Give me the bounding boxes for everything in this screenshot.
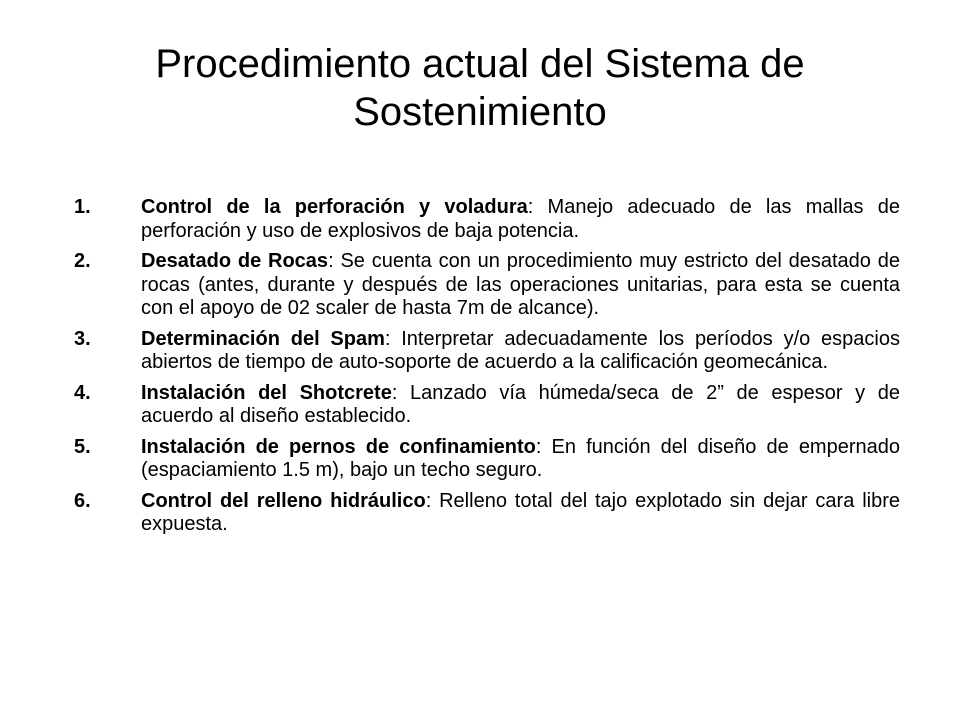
list-item [74, 196, 900, 243]
item-number: 5. [74, 435, 91, 458]
item-term: Control de la perforación y voladura [141, 196, 528, 218]
item-description: : Lanzado vía húmeda/seca de 2” de espesor y de acuerdo al diseño establecido. [141, 381, 900, 427]
list-item [74, 436, 900, 483]
item-description: : Manejo adecuado de las mallas de perforación y uso de explosivos de baja potencia. [141, 196, 900, 242]
item-term: Control del relleno hidráulico [141, 489, 426, 512]
item-number: 2. [74, 250, 91, 272]
list-item [74, 382, 900, 429]
item-term: Determinación del Spam [141, 327, 385, 350]
item-number: 4. [74, 381, 91, 404]
item-description: : Se cuenta con un procedimiento muy estricto del desatado de rocas (antes, durante y después de las operaciones unitarias, para esta se cuenta con el apoyo de 02 scaler de hasta 7m de alcance). [141, 250, 900, 319]
list-item [74, 328, 900, 375]
item-term: Instalación del Shotcrete [141, 381, 392, 404]
item-description: : Interpretar adecuadamente los períodos y/o espacios abiertos de tiempo de auto-soporte de acuerdo a la calificación geomecánica. [141, 327, 900, 373]
procedure-list [74, 196, 900, 544]
item-text [141, 328, 900, 375]
item-text [141, 490, 900, 537]
item-term: Instalación de pernos de confinamiento [141, 435, 536, 458]
item-description: : Relleno total del tajo explotado sin dejar cara libre expuesta. [141, 489, 900, 535]
item-text [141, 436, 900, 483]
list-item [74, 250, 900, 321]
list-item [74, 490, 900, 537]
item-description: : En función del diseño de empernado (espaciamiento 1.5 m), bajo un techo seguro. [141, 435, 900, 481]
item-number: 1. [74, 196, 91, 218]
item-number: 6. [74, 489, 91, 512]
slide-title: Procedimiento actual del Sistema de Sostenimiento [155, 42, 805, 134]
item-term: Desatado de Rocas [141, 250, 329, 272]
item-text [141, 196, 900, 243]
item-text [141, 382, 900, 429]
item-text [141, 250, 900, 321]
item-number: 3. [74, 327, 91, 350]
